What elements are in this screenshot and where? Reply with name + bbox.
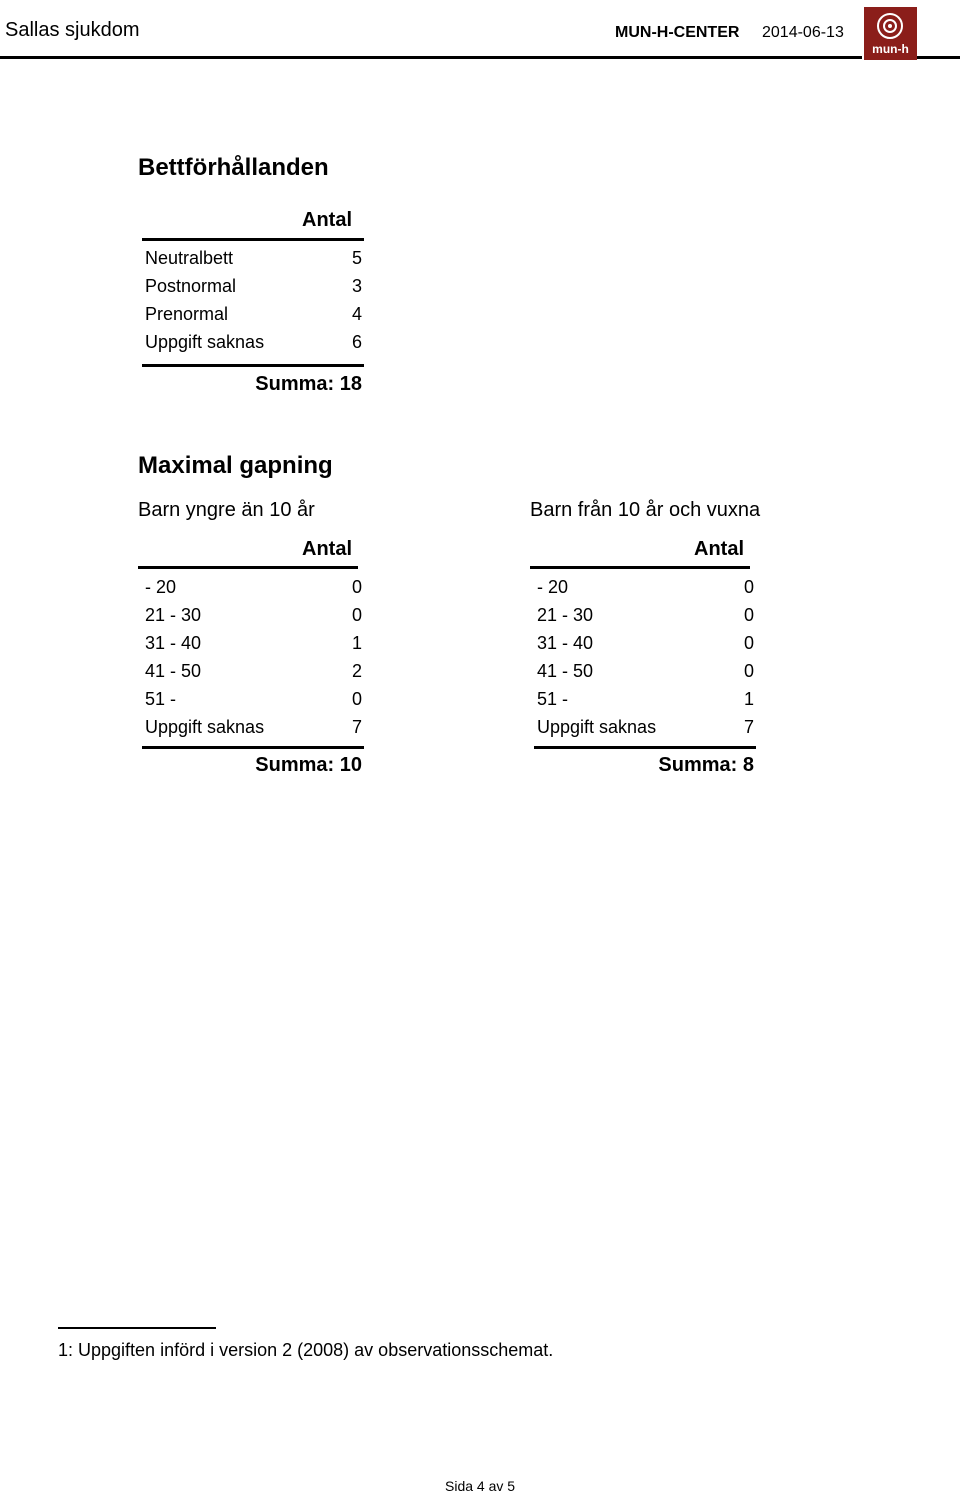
table-row bbox=[145, 304, 362, 332]
logo-text: mun-h bbox=[872, 42, 909, 56]
adults-sum: Summa: 8 bbox=[658, 754, 754, 776]
table-row bbox=[145, 248, 362, 276]
row-label: 41 - 50 bbox=[145, 661, 202, 681]
children-sum-rule bbox=[142, 746, 364, 749]
row-value: 0 bbox=[743, 577, 754, 597]
table-row bbox=[145, 717, 362, 745]
row-label: Uppgift saknas bbox=[537, 717, 657, 737]
row-value: 0 bbox=[351, 577, 362, 597]
row-label: - 20 bbox=[145, 577, 177, 597]
document-title: Sallas sjukdom bbox=[5, 19, 140, 41]
row-value: 0 bbox=[743, 605, 754, 625]
bett-sum: Summa: 18 bbox=[255, 373, 362, 395]
table-row bbox=[145, 689, 362, 717]
adults-subheading: Barn från 10 år och vuxna bbox=[530, 499, 761, 521]
footnote: 1: Uppgiften införd i version 2 (2008) av observationsschemat. bbox=[58, 1340, 554, 1360]
bett-sum-rule bbox=[142, 364, 364, 367]
row-value: 0 bbox=[351, 605, 362, 625]
table-row bbox=[145, 661, 362, 689]
row-label: 21 - 30 bbox=[145, 605, 202, 625]
table-row bbox=[537, 661, 754, 689]
adults-column-header: Antal bbox=[694, 538, 744, 560]
table-row bbox=[145, 633, 362, 661]
children-header-rule bbox=[138, 566, 358, 569]
children-column-header: Antal bbox=[302, 538, 352, 560]
row-value: 1 bbox=[351, 633, 362, 653]
table-row bbox=[145, 605, 362, 633]
row-value: 0 bbox=[743, 633, 754, 653]
footnote-rule bbox=[58, 1327, 216, 1329]
bettforhallanden-title: Bettförhållanden bbox=[138, 154, 329, 181]
row-value: 7 bbox=[743, 717, 754, 737]
children-sum: Summa: 10 bbox=[255, 754, 362, 776]
row-value: 2 bbox=[351, 661, 362, 681]
row-label: 31 - 40 bbox=[537, 633, 594, 653]
table-row bbox=[537, 717, 754, 745]
row-value: 5 bbox=[351, 248, 362, 268]
adults-sum-rule bbox=[534, 746, 756, 749]
table-row bbox=[537, 633, 754, 661]
table-row bbox=[145, 276, 362, 304]
mun-h-logo bbox=[864, 7, 917, 60]
row-label: Uppgift saknas bbox=[145, 332, 265, 352]
table-row bbox=[145, 332, 362, 360]
row-label: 51 - bbox=[145, 689, 177, 709]
row-value: 0 bbox=[743, 661, 754, 681]
row-label: 31 - 40 bbox=[145, 633, 202, 653]
table-row bbox=[145, 577, 362, 605]
row-value: 7 bbox=[351, 717, 362, 737]
table-row bbox=[537, 605, 754, 633]
page-number: Sida 4 av 5 bbox=[445, 1478, 516, 1494]
header-divider bbox=[0, 56, 862, 59]
row-label: Uppgift saknas bbox=[145, 717, 265, 737]
bett-header-rule bbox=[142, 238, 364, 241]
table-row bbox=[537, 689, 754, 717]
row-label: - 20 bbox=[537, 577, 569, 597]
adults-header-rule bbox=[530, 566, 750, 569]
row-value: 0 bbox=[351, 689, 362, 709]
row-value: 4 bbox=[351, 304, 362, 324]
header-divider-right bbox=[917, 56, 960, 59]
maximal-gapning-title: Maximal gapning bbox=[138, 452, 333, 479]
row-value: 3 bbox=[351, 276, 362, 296]
row-label: Prenormal bbox=[145, 304, 229, 324]
children-subheading: Barn yngre än 10 år bbox=[138, 499, 315, 521]
row-label: 21 - 30 bbox=[537, 605, 594, 625]
row-label: 51 - bbox=[537, 689, 569, 709]
row-label: 41 - 50 bbox=[537, 661, 594, 681]
row-label: Postnormal bbox=[145, 276, 237, 296]
row-label: Neutralbett bbox=[145, 248, 234, 268]
row-value: 6 bbox=[351, 332, 362, 352]
center-name: MUN-H-CENTER bbox=[615, 24, 740, 41]
bett-column-header: Antal bbox=[302, 209, 352, 231]
row-value: 1 bbox=[743, 689, 754, 709]
report-date: 2014-06-13 bbox=[762, 24, 844, 41]
table-row bbox=[537, 577, 754, 605]
